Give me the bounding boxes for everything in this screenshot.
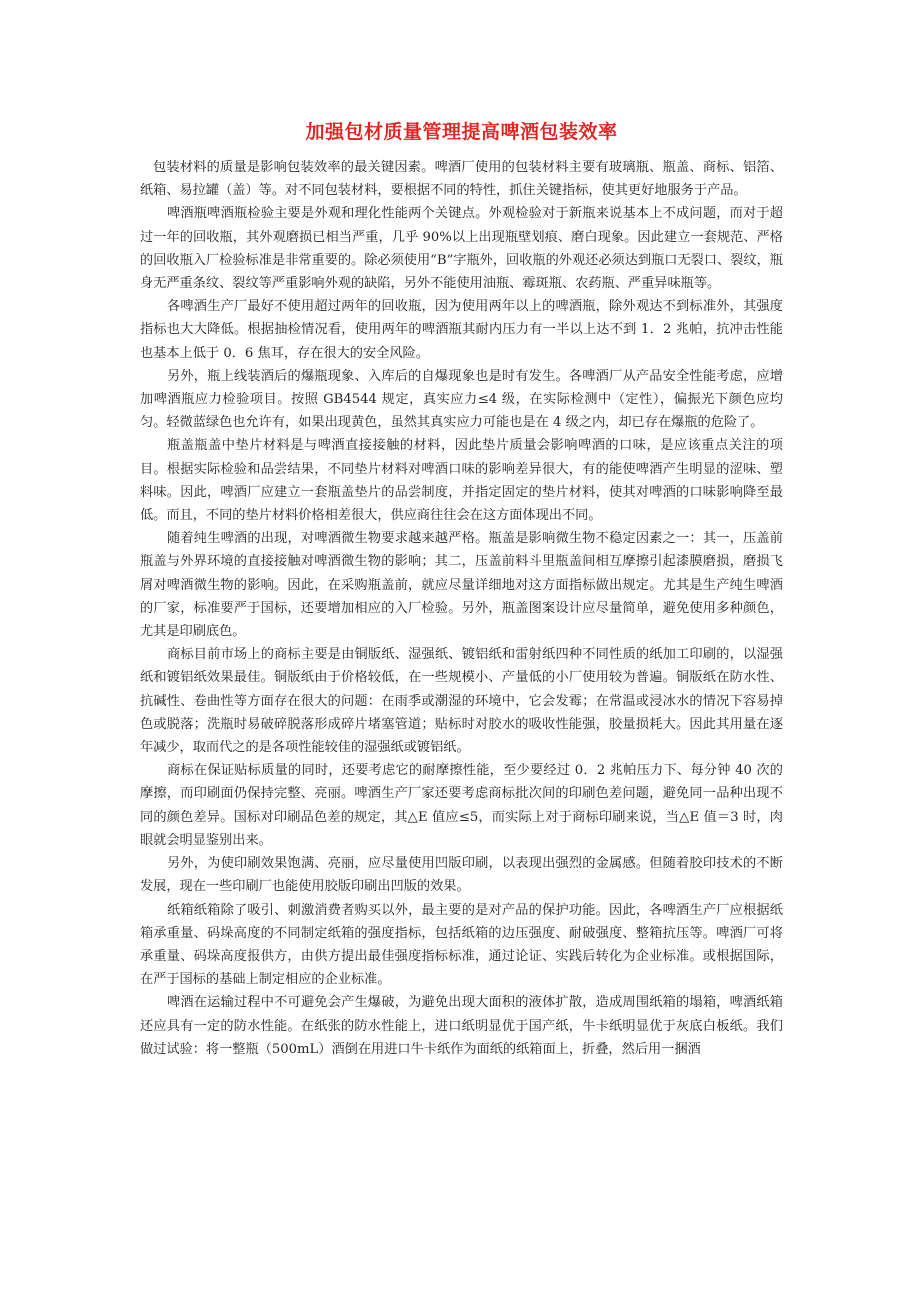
paragraph-label-printing: 另外，为使印刷效果饱满、亮丽，应尽量使用凹版印刷，以表现出强烈的金属感。但随着胶印技术的不断发展，现在一些印刷厂也能使用胶版印刷出凹版的效果。 <box>140 856 783 895</box>
paragraph-intro: 包装材料的质量是影响包装效率的最关键因素。啤酒厂使用的包装材料主要有玻璃瓶、瓶盖、商标、铝箔、纸箱、易拉罐（盖）等。对不同包装材料，要根据不同的特性，抓住关键指标，使其更好地服务于产品。 <box>140 160 783 199</box>
paragraph-label: 商标目前市场上的商标主要是由铜版纸、湿强纸、镀铝纸和雷射纸四种不同性质的纸加工印刷的，以湿强纸和镀铝纸效果最佳。铜版纸由于价格较低，在一些规模小、产量低的小厂使用较为普遍。铜版纸在防水性、抗碱性、卷曲性等方面存在很大的问题：在雨季或潮湿的环境中，它会发霉；在常温或浸冰水的情况下容易掉色或脱落；洗瓶时易破碎脱落形成碎片堵塞管道；贴标时对胶水的吸收性能强，胶量损耗大。因此其用量在逐年减少，取而代之的是各项性能较佳的湿强纸或镀铝纸。 <box>140 647 783 756</box>
paragraph-beer-bottle: 啤酒瓶啤酒瓶检验主要是外观和理化性能两个关键点。外观检验对于新瓶来说基本上不成问题，而对于超过一年的回收瓶，其外观磨损已相当严重，几乎 90%以上出现瓶壁划痕、磨白现象。因此建立一套规范、严格的回收瓶入厂检验标准是非常重要的。除必须使用“B”字瓶外，回收瓶的外观还必须达到瓶口无裂口、裂纹，瓶身无严重条纹、裂纹等严重影响外观的缺陷，另外不能使用油瓶、霉斑瓶、农药瓶、严重异味瓶等。 <box>140 206 783 292</box>
paragraph-bottle-cap: 瓶盖瓶盖中垫片材料是与啤酒直接接触的材料，因此垫片质量会影响啤酒的口味，是应该重点关注的项目。根据实际检验和品尝结果，不同垫片材料对啤酒口味的影响差异很大，有的能使啤酒产生明显的涩味、塑料味。因此，啤酒厂应建立一套瓶盖垫片的品尝制度，并指定固定的垫片材料，使其对啤酒的口味影响降至最低。而且，不同的垫片材料价格相差很大，供应商往往会在这方面体现出不同。 <box>140 438 783 524</box>
paragraph-cap-microbes: 随着纯生啤酒的出现，对啤酒微生物要求越来越严格。瓶盖是影响微生物不稳定因素之一：其一，压盖前瓶盖与外界环境的直接接触对啤酒微生物的影响；其二，压盖前料斗里瓶盖间相互摩擦引起漆膜磨损，磨损飞屑对啤酒微生物的影响。因此，在采购瓶盖前，就应尽量详细地对这方面指标做出规定。尤其是生产纯生啤酒的厂家，标准要严于国标，还要增加相应的入厂检验。另外，瓶盖图案设计应尽量简单，避免使用多种颜色，尤其是印刷底色。 <box>140 531 783 640</box>
paragraph-label-abrasion: 商标在保证贴标质量的同时，还要考虑它的耐摩擦性能，至少要经过 0．2 兆帕压力下、每分钟 40 次的摩擦，而印刷面仍保持完整、亮丽。啤酒生产厂家还要考虑商标批次间的印刷色差问题，避免同一品种出现不同的颜色差异。国标对印刷品色差的规定，其△E 值应≤5，而实际上对于商标印刷来说，当△E 值＝3 时，肉眼就会明显鉴别出来。 <box>140 763 783 848</box>
paragraph-carton-waterproof: 啤酒在运输过程中不可避免会产生爆破，为避免出现大面积的液体扩散，造成周围纸箱的塌箱，啤酒纸箱还应具有一定的防水性能。在纸张的防水性能上，进口纸明显优于国产纸，牛卡纸明显优于灰底白板纸。我们做过试验：将一整瓶（500mL）酒倒在用进口牛卡纸作为面纸的纸箱面上，折叠，然后用一捆酒 <box>140 995 783 1057</box>
document-title: 加强包材质量管理提高啤酒包装效率 <box>305 121 618 143</box>
paragraph-carton: 纸箱纸箱除了吸引、刺激消费者购买以外，最主要的是对产品的保护功能。因此，各啤酒生产厂应根据纸箱承重量、码垛高度的不同制定纸箱的强度指标，包括纸箱的边压强度、耐破强度、整箱抗压等。啤酒厂可将承重量、码垛高度报供方，由供方提出最佳强度指标标准，通过论证、实践后转化为企业标准。或根据国际，在严于国标的基础上制定相应的企业标准。 <box>140 902 783 988</box>
paragraph-bottle-stress: 另外，瓶上线装酒后的爆瓶现象、入库后的自爆现象也是时有发生。各啤酒厂从产品安全性能考虑，应增加啤酒瓶应力检验项目。按照 GB4544 规定，真实应力≤4 级，在实际检测中（定性），偏振光下颜色应均匀。轻微蓝绿色也允许有，如果出现黄色，虽然其真实应力可能也是在 4 级之内，却已存在爆瓶的危险了。 <box>140 368 783 431</box>
paragraph-recycled-bottles: 各啤酒生产厂最好不使用超过两年的回收瓶，因为使用两年以上的啤酒瓶，除外观达不到标准外，其强度指标也大大降低。根据抽检情况看，使用两年的啤酒瓶其耐内压力有一半以上达不到 1．2 兆帕，抗冲击性能也基本上低于 0．6 焦耳，存在很大的安全风险。 <box>140 299 783 361</box>
